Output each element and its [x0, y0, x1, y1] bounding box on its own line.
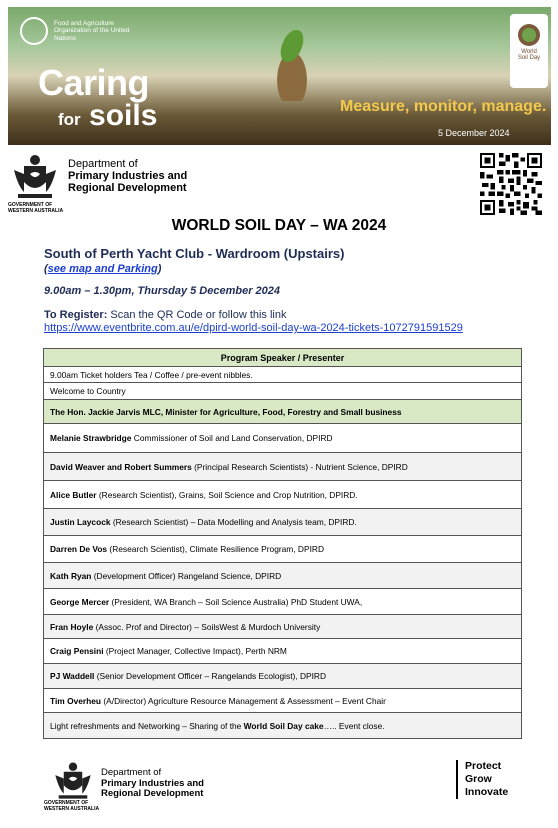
row-name: Craig Pensini	[50, 646, 104, 656]
table-row	[44, 453, 522, 481]
dept-line1: Department of	[68, 158, 138, 170]
row-text: (Principal Research Scientists) - Nutrient Science, DPIRD	[191, 461, 408, 472]
gov-line2: WESTERN AUSTRALIA	[8, 208, 64, 214]
row-text: Light refreshments and Networking – Sharing of the	[50, 720, 244, 731]
page-title: WORLD SOIL DAY – WA 2024	[171, 217, 387, 234]
row-text: (Research Scientist), Climate Resilience Program, DPIRD	[107, 544, 324, 554]
dept-name	[68, 158, 187, 194]
row-text: (Senior Development Officer – Rangelands Ecologist), DPIRD	[94, 671, 327, 681]
row-name: The Hon. Jackie Jarvis MLC, Minister for Agriculture, Food, Forestry and Small business	[50, 406, 402, 417]
dept-line2: Primary Industries and	[68, 170, 188, 182]
banner	[8, 7, 551, 145]
row-name: Fran Hoyle	[50, 621, 94, 632]
row-text: Commissioner of Soil and Land Conservation, DPIRD	[131, 433, 333, 443]
map-open-paren: (	[44, 263, 48, 275]
wsd-line2: Soil Day	[517, 55, 541, 61]
footer-gov-line1: GOVERNMENT OF	[44, 800, 89, 806]
register-line	[44, 309, 287, 321]
row-name: Tim Overheu	[50, 695, 102, 706]
row-text: (President, WA Branch – Soil Science Australia) PhD Student UWA,	[109, 596, 363, 607]
row-name: Darren De Vos	[50, 544, 108, 554]
world-soil-day-logo	[510, 14, 548, 88]
wsd-line1: World	[521, 49, 537, 55]
table-row	[44, 615, 522, 639]
venue: South of Perth Yacht Club - Wardroom (Upstairs)	[44, 246, 345, 261]
row-name: David Weaver and Robert Summers	[50, 461, 192, 472]
banner-title-for: for	[58, 110, 81, 129]
pgi-innovate: Innovate	[465, 786, 509, 798]
map-parking-link[interactable]: see map and Parking	[47, 263, 158, 275]
row-text: (Development Officer) Rangeland Science, DPIRD	[91, 570, 282, 581]
globe-icon	[518, 24, 540, 46]
table-row	[44, 639, 522, 664]
table-row	[44, 713, 522, 739]
footer-dept-line3: Regional Development	[101, 788, 204, 799]
dept-line3: Regional Development	[68, 182, 187, 194]
banner-date: 5 December 2024	[438, 128, 510, 138]
row-name: George Mercer	[50, 596, 110, 607]
footer-dept-line1: Department of	[101, 767, 162, 778]
row-text-end: ….. Event close.	[323, 720, 385, 731]
footer-gov-wa-label	[44, 800, 99, 812]
program-header: Program Speaker / Presenter	[44, 349, 522, 367]
gov-wa-label	[8, 202, 63, 214]
register-text: Scan the QR Code or follow this link	[107, 309, 287, 321]
table-row	[44, 589, 522, 615]
footer-gov-line2: WESTERN AUSTRALIA	[44, 806, 100, 812]
row-text: (Project Manager, Collective Impact), Perth NRM	[103, 646, 287, 656]
eventbrite-link[interactable]: https://www.eventbrite.com.au/e/dpird-world-soil-day-wa-2024-tickets-1072791591529	[44, 322, 463, 334]
pgi-grow: Grow	[465, 773, 492, 785]
row-text: (Assoc. Prof and Director) – SoilsWest & Murdoch University	[93, 621, 321, 632]
banner-tagline: Measure, monitor, manage.	[340, 98, 547, 115]
program-table	[43, 348, 522, 739]
table-row	[44, 367, 522, 383]
footer-dept-name	[101, 768, 204, 800]
banner-title-soils-word: soils	[89, 99, 158, 132]
row-text: Welcome to Country	[50, 386, 126, 396]
map-link-line	[44, 263, 161, 275]
wa-crest-icon	[10, 152, 60, 202]
table-row	[44, 563, 522, 589]
row-name: Justin Laycock	[50, 517, 111, 527]
row-name: Alice Butler	[50, 489, 97, 500]
row-name: Kath Ryan	[50, 570, 92, 581]
register-label: To Register:	[44, 309, 108, 321]
map-close-paren: )	[157, 263, 162, 275]
table-row	[44, 664, 522, 689]
row-text: (Research Scientist) – Data Modelling and Analysis team, DPIRD.	[110, 517, 357, 527]
footer-wa-crest-icon	[52, 760, 94, 802]
row-text: 9.00am Ticket holders Tea / Coffee / pre-event nibbles.	[50, 369, 253, 380]
footer-dept-line2: Primary Industries and	[101, 777, 204, 789]
qr-code-icon[interactable]	[480, 153, 542, 215]
row-name: PJ Waddell	[50, 671, 95, 681]
table-row	[44, 481, 522, 509]
table-row	[44, 424, 522, 453]
fao-text: Food and Agriculture Organization of the United Nations	[54, 19, 130, 42]
banner-title-soils	[58, 99, 157, 133]
gov-line1: GOVERNMENT OF	[8, 202, 53, 208]
fao-logo-block	[20, 17, 134, 45]
row-name: Melanie Strawbridge	[50, 433, 132, 443]
banner-title-caring: Caring	[38, 62, 150, 103]
event-time: 9.00am – 1.30pm, Thursday 5 December 2024	[44, 285, 281, 297]
row-text: (A/Director) Agriculture Resource Management & Assessment – Event Chair	[101, 695, 386, 706]
table-row	[44, 509, 522, 536]
table-row	[44, 689, 522, 713]
table-row	[44, 536, 522, 563]
cake-label: World Soil Day cake	[243, 720, 324, 731]
fao-logo-icon	[20, 17, 48, 45]
table-row	[44, 400, 522, 424]
pgi-protect: Protect	[465, 760, 502, 772]
table-row	[44, 383, 522, 400]
row-text: (Research Scientist), Grains, Soil Science and Crop Nutrition, DPIRD.	[96, 489, 358, 500]
protect-grow-innovate	[456, 760, 508, 799]
